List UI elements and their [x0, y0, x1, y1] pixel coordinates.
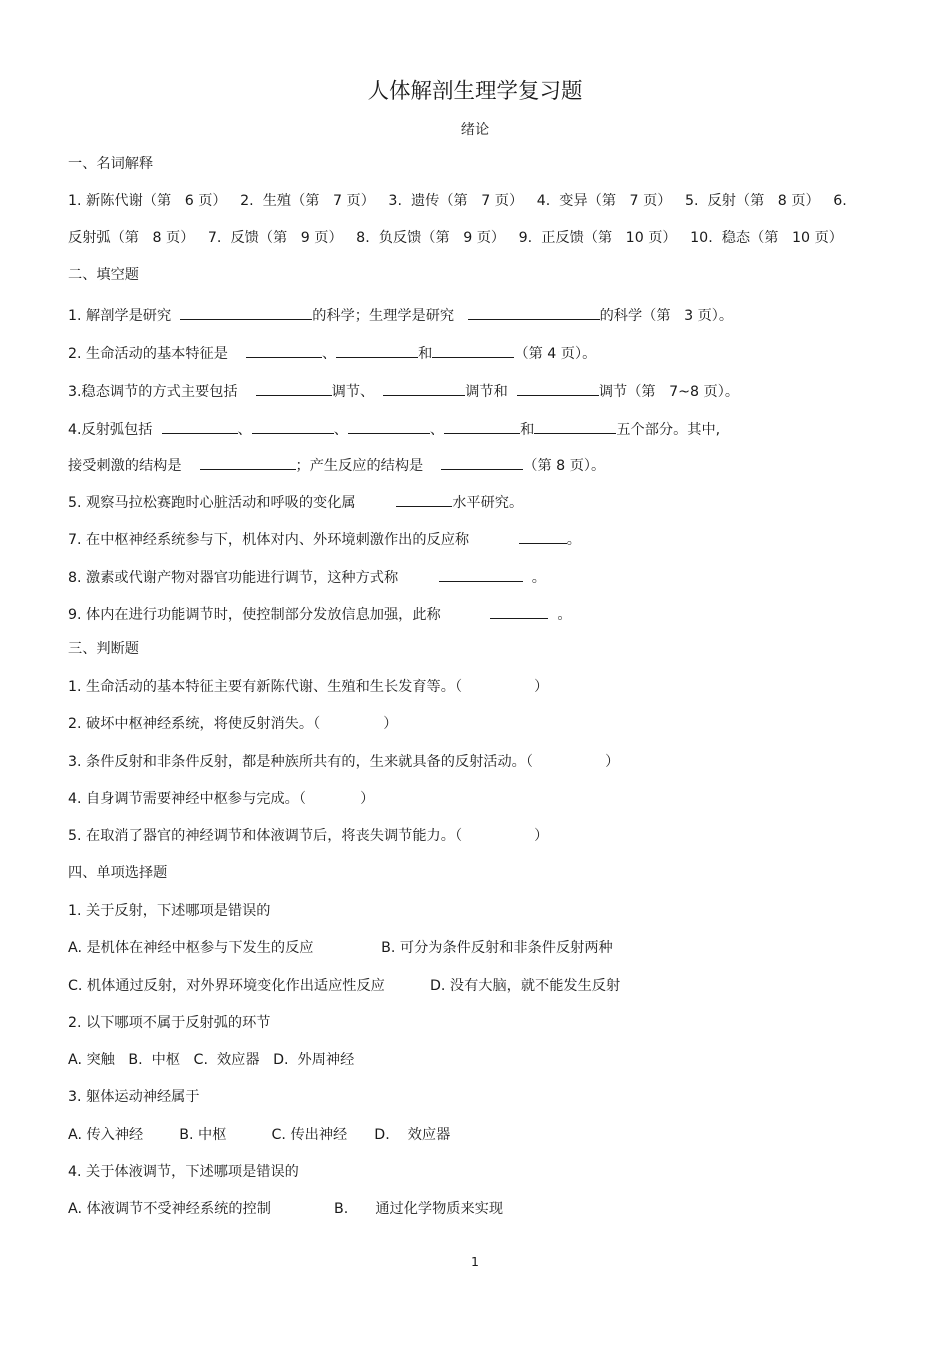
answer-blank	[162, 418, 238, 434]
line-text: 。	[566, 532, 581, 548]
line-text: 2. 生命活动的基本特征是	[68, 346, 246, 362]
line-text: 、	[321, 346, 337, 362]
text-line: A. 是机体在神经中枢参与下发生的反应 B. 可分为条件反射和非条件反射两种	[68, 940, 613, 956]
answer-blank	[490, 603, 548, 619]
line-text: 3.稳态调节的方式主要包括	[68, 384, 256, 400]
line-text: 4.反射弧包括	[68, 422, 162, 438]
line-text: 。	[548, 607, 572, 623]
line-text: 、	[237, 422, 252, 438]
answer-blank	[444, 418, 520, 434]
line-text: 五个部分。其中,	[616, 422, 721, 438]
line-text: 、	[429, 422, 445, 438]
line-text: 、	[333, 422, 348, 438]
line-text: 调节（第 7~8 页）。	[598, 384, 740, 400]
chapter-subtitle: 绪论	[460, 122, 490, 138]
text-line: A. 传入神经 B. 中枢 C. 传出神经 D. 效应器	[68, 1127, 451, 1143]
line-text: 和	[520, 422, 535, 438]
answer-blank	[252, 418, 334, 434]
line-text: 9. 体内在进行功能调节时，使控制部分发放信息加强，此称	[68, 607, 491, 623]
fill-in-line	[68, 304, 733, 325]
answer-blank	[348, 418, 430, 434]
text-line: 二、填空题	[68, 267, 139, 283]
fill-in-line	[68, 454, 605, 475]
text-line: 四、单项选择题	[68, 865, 168, 881]
text-line: 反射弧（第 8 页） 7. 反馈（第 9 页） 8. 负反馈（第 9 页） 9. 正反馈（第 10 页） 10. 稳态（第 10 页）	[68, 230, 843, 246]
line-text: 调节和	[465, 384, 517, 400]
text-line: 3. 条件反射和非条件反射，都是种族所共有的，生来就具备的反射活动。（ ）	[68, 754, 620, 770]
text-line: A. 体液调节不受神经系统的控制 B. 通过化学物质来实现	[68, 1201, 504, 1217]
line-text: 的科学；生理学是研究	[312, 308, 468, 324]
answer-blank	[336, 342, 418, 358]
page-number: 1	[471, 1254, 479, 1269]
answer-blank	[180, 304, 312, 320]
line-text: 。	[522, 570, 546, 586]
line-text: （第 4 页）。	[514, 346, 597, 362]
text-line: 4. 自身调节需要神经中枢参与完成。（ ）	[68, 791, 375, 807]
answer-blank	[432, 342, 514, 358]
answer-blank	[200, 454, 296, 470]
line-text: 5. 观察马拉松赛跑时心脏活动和呼吸的变化属	[68, 495, 397, 511]
text-line: 5. 在取消了器官的神经调节和体液调节后，将丧失调节能力。（ ）	[68, 828, 549, 844]
line-text: 接受刺激的结构是	[68, 458, 200, 474]
fill-in-line	[68, 603, 572, 624]
line-text: 和	[418, 346, 433, 362]
answer-blank	[534, 418, 616, 434]
text-line: 3. 躯体运动神经属于	[68, 1089, 200, 1105]
line-text: （第 8 页）。	[523, 458, 606, 474]
line-text: 水平研究。	[452, 495, 524, 511]
text-line: 4. 关于体液调节，下述哪项是错误的	[68, 1164, 299, 1180]
fill-in-line	[68, 491, 523, 512]
text-line: 1. 新陈代谢（第 6 页） 2. 生殖（第 7 页） 3. 遗传（第 7 页） 4. 变异（第 7 页） 5. 反射（第 8 页） 6.	[68, 193, 847, 209]
text-line: C. 机体通过反射，对外界环境变化作出适应性反应 D. 没有大脑，就不能发生反射	[68, 978, 621, 994]
text-line: 2. 破坏中枢神经系统，将使反射消失。（ ）	[68, 716, 398, 732]
fill-in-line	[68, 418, 720, 439]
answer-blank	[519, 528, 567, 544]
answer-blank	[246, 342, 322, 358]
text-line: 三、判断题	[68, 641, 139, 657]
fill-in-line	[68, 528, 581, 549]
answer-blank	[468, 304, 600, 320]
text-line: 1. 生命活动的基本特征主要有新陈代谢、生殖和生长发育等。（ ）	[68, 679, 549, 695]
answer-blank	[517, 380, 599, 396]
page-title: 人体解剖生理学复习题	[367, 79, 583, 104]
line-text: 的科学（第 3 页）。	[599, 308, 734, 324]
answer-blank	[256, 380, 332, 396]
line-text: ；产生反应的结构是	[295, 458, 442, 474]
line-text: 1. 解剖学是研究	[68, 308, 181, 324]
line-text: 调节、	[331, 384, 384, 400]
fill-in-line	[68, 566, 546, 587]
line-text: 7. 在中枢神经系统参与下，机体对内、外环境刺激作出的反应称	[68, 532, 519, 548]
text-line: 2. 以下哪项不属于反射弧的环节	[68, 1015, 271, 1031]
text-line: 一、名词解释	[68, 156, 154, 172]
answer-blank	[396, 491, 452, 507]
text-line: 1. 关于反射，下述哪项是错误的	[68, 903, 271, 919]
answer-blank	[441, 454, 523, 470]
line-text: 8. 激素或代谢产物对器官功能进行调节，这种方式称	[68, 570, 439, 586]
answer-blank	[439, 566, 523, 582]
text-line: A. 突触 B. 中枢 C. 效应器 D. 外周神经	[68, 1052, 355, 1068]
fill-in-line	[68, 380, 739, 401]
answer-blank	[383, 380, 465, 396]
fill-in-line	[68, 342, 596, 363]
